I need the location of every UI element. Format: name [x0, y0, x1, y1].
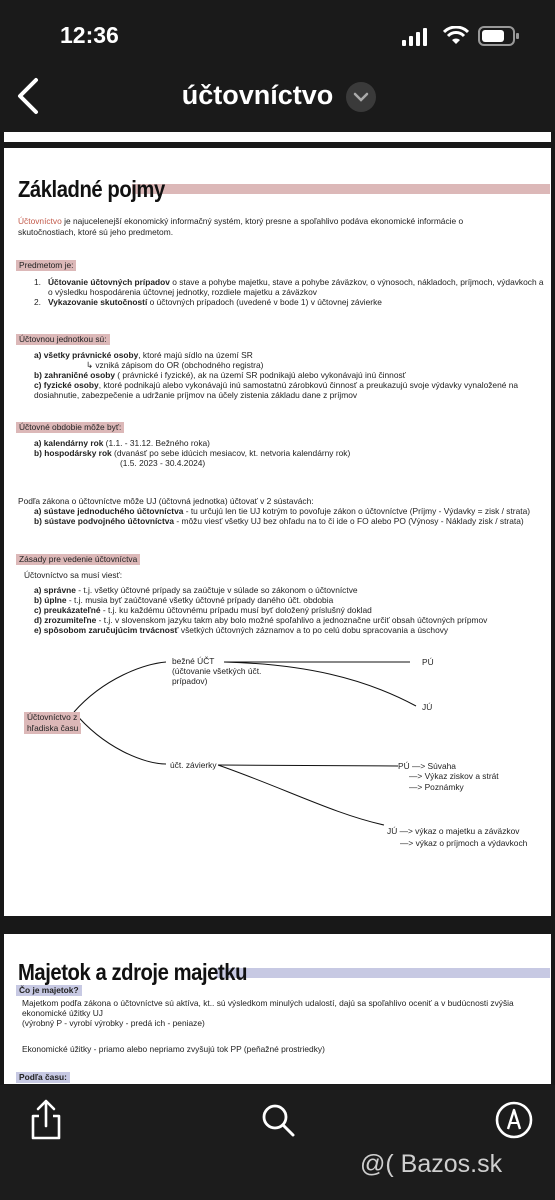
share-button[interactable]: [24, 1098, 68, 1142]
intro-line-2: skutočnostiach, ktoré sú jeho predmetom.: [18, 227, 174, 237]
markup-button[interactable]: [492, 1098, 536, 1142]
document-title: účtovníctvo: [181, 80, 334, 110]
status-bar: [0, 0, 555, 60]
diagram-node-bezne-sub: (účtovanie všetkých účt.: [172, 666, 262, 676]
heading-underline: [132, 184, 550, 194]
definition-line: ekonomické úžitky UJ: [22, 1008, 103, 1018]
list-item: 2. Vykazovanie skutočností o účtovných prípadoch (uvedené v bode 1) v účtovnej závierke: [34, 297, 382, 307]
list-item: c) preukázateľné - t.j. ku každému účtovnému prípadu musí byť doložený príslušný doklad: [34, 605, 372, 615]
clock: 12:36: [60, 22, 119, 48]
list-item: b) úplne - t.j. musia byť zaúčtované všetky účtovné prípady daného účt. obdobia: [34, 595, 334, 605]
diagram-leaf-pu: PÚ: [422, 657, 434, 667]
cellular-signal-icon: [402, 28, 430, 46]
ekonomicke-uzitky: Ekonomické úžitky - priamo alebo nepriamo zvyšujú tok PP (peňažné prostriedky): [22, 1044, 325, 1054]
definition-line: Majetkom podľa zákona o účtovníctve sú aktíva, kt.. sú výsledkom minulých udalostí, dajú sa spoľahlivo oceniť a v budúcnosti zvýšia: [22, 998, 514, 1008]
section-label-predmet: Predmetom je:: [16, 260, 76, 271]
list-item: c) fyzické osoby, ktoré podnikajú alebo vykonávajú inú samostatnú zárobkovú činnosť a preukazujú svoje výdavky vynaložené na: [34, 380, 519, 390]
list-item: b) zahraničné osoby ( právnické i fyzické), ak na území SR podnikajú alebo vykonávajú inú činnosť: [34, 370, 406, 380]
list-item: a) správne - t.j. všetky účtovné prípady sa zaúčtuje v súlade so zákonom o účtovníctve: [34, 585, 358, 595]
document-page-2: [4, 934, 551, 1084]
document-page-1: [4, 148, 551, 916]
diagram-node-bezne-sub: prípadov): [172, 676, 208, 686]
section-label-zasady: Zásady pre vedenie účtovníctva: [16, 554, 140, 565]
list-item-cont: o výsledku hospodárenia účtovnej jednotky, rozdiele majetku a záväzkov: [48, 287, 317, 297]
list-item-sub: ↳ vzniká zápisom do OR (obchodného registra): [86, 360, 264, 370]
definition-line: (výrobný P - vyrobí výrobky - predá ich - peniaze): [22, 1018, 205, 1028]
list-item: a) kalendárny rok (1.1. - 31.12. Bežného roka): [34, 438, 210, 448]
chevron-down-icon: [346, 82, 376, 112]
intro-line-1: Účtovníctvo je najucelenejší ekonomický informačný systém, ktorý presne a spoľahlivo podáva ekonomické informácie o: [18, 216, 464, 226]
section-label-uj: Účtovnou jednotkou sú:: [16, 334, 110, 345]
page-heading: Základné pojmy: [18, 176, 165, 202]
diagram-root-line-2: hľadiska času: [24, 723, 81, 734]
list-item: b) sústave podvojného účtovníctva - môžu viesť všetky UJ bez ohľadu na to či ide o FO alebo PO (Výnosy - Náklady zisk / strata): [34, 516, 524, 526]
title-menu-button[interactable]: [346, 82, 376, 112]
list-item: d) zrozumiteľne - t.j. v slovenskom jazyku takm aby bolo možné spoľahlivo a jednoznačne určiť obsah účtovných prípmov: [34, 615, 488, 625]
list-item: a) sústave jednoduchého účtovníctva - tu určujú len tie UJ kotrým to povoľuje zákon o účtovníctve (Príjmy - Výdavky = zisk / strata): [34, 506, 531, 516]
sustavy-intro: Podľa zákona o účtovníctve môže UJ (účtovná jednotka) účtovať v 2 sústavách:: [18, 496, 314, 506]
bazos-watermark: @( Bazos.sk: [360, 1150, 503, 1178]
diagram-leaf-ju: JÚ: [422, 702, 433, 712]
list-item-cont: dosiahnutie, zabezpečenie a udržanie príjmov na účely zistenia základu dane z príjmov: [34, 390, 358, 400]
diagram-node-zavierky: účt. závierky: [170, 760, 217, 770]
section-label-cas: Podľa času:: [16, 1072, 70, 1083]
diagram-leaf-vzs: —> Výkaz ziskov a strát: [409, 771, 499, 781]
heading-underline: [216, 968, 550, 978]
diagram-leaf-suvaha: PÚ —> Súvaha: [398, 761, 456, 771]
battery-icon: [478, 26, 520, 46]
diagram-leaf-vykaz-prijmy: —> výkaz o príjmoch a výdavkoch: [400, 838, 528, 848]
wifi-icon: [443, 26, 469, 46]
section-label-obdobie: Účtovné obdobie môže byť:: [16, 422, 124, 433]
list-item: b) hospodársky rok (dvanásť po sebe idúcich mesiacov, kt. netvoria kalendárny rok): [34, 448, 351, 458]
diagram-node-bezne: bežné ÚČT: [172, 656, 215, 666]
diagram-root-line-1: Účtovníctvo z: [24, 712, 80, 723]
navigation-bar: [0, 60, 555, 132]
zasady-intro: Účtovníctvo sa musí viesť:: [24, 570, 123, 580]
previous-page-edge: [4, 132, 551, 142]
section-label-majetok: Čo je majetok?: [16, 985, 82, 996]
list-item: e) spôsobom zaručujúcim trvácnosť všetkých účtovných záznamov a to po celú dobu spracovania a úschovy: [34, 625, 449, 635]
list-item: a) všetky právnické osoby, ktoré majú sídlo na území SR: [34, 350, 253, 360]
list-item-example: (1.5. 2023 - 30.4.2024): [120, 458, 206, 468]
diagram-leaf-vykaz-majetok: JÚ —> výkaz o majetku a záväzkov: [387, 826, 520, 836]
diagram-leaf-poznamky: —> Poznámky: [409, 782, 464, 792]
page-heading: Majetok a zdroje majetku: [18, 959, 248, 985]
search-button[interactable]: [256, 1098, 300, 1142]
list-item: 1. Účtovanie účtovných prípadov o stave a pohybe majetku, stave a pohybe záväzkov, o výnosoch, nákladoch, príjmoch, výdavkoch a: [34, 277, 544, 287]
